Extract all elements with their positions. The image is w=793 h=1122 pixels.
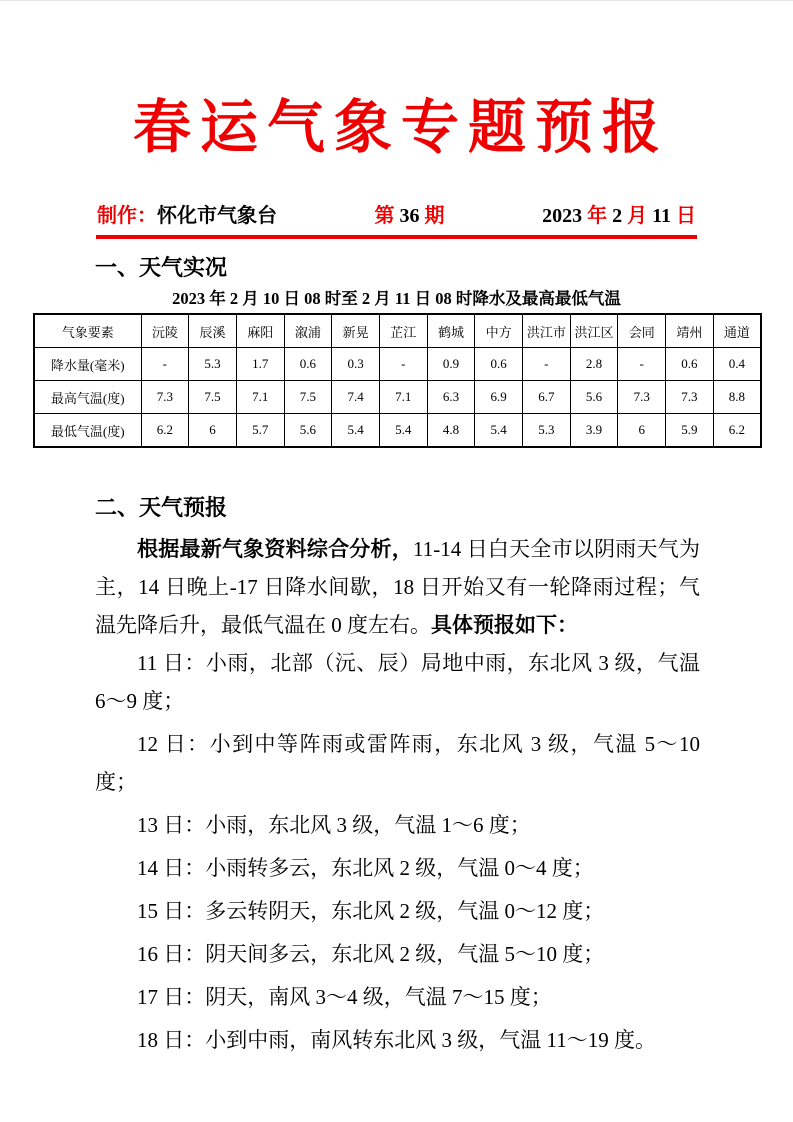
date-month: 2 bbox=[612, 205, 623, 227]
table-cell: 6.9 bbox=[475, 381, 523, 414]
table-cell: 5.3 bbox=[189, 348, 237, 381]
table-header-cell: 辰溪 bbox=[189, 314, 237, 348]
table-cell: 6.7 bbox=[523, 381, 571, 414]
table-header-cell: 芷江 bbox=[379, 314, 427, 348]
section2-heading: 二、天气预报 bbox=[95, 495, 228, 520]
table-header-cell: 溆浦 bbox=[284, 314, 332, 348]
table-header-cell: 沅陵 bbox=[141, 314, 189, 348]
table-cell: 6 bbox=[189, 414, 237, 448]
table-row bbox=[34, 348, 761, 381]
table-cell: - bbox=[618, 348, 666, 381]
forecast-intro bbox=[95, 530, 700, 644]
table-cell: 7.3 bbox=[618, 381, 666, 414]
table-cell: 5.9 bbox=[666, 414, 714, 448]
forecast-item-day13: 13 日：小雨，东北风 3 级，气温 1～6 度； bbox=[137, 813, 531, 837]
table-cell: 7.3 bbox=[666, 381, 714, 414]
table-header-cell: 通道 bbox=[713, 314, 761, 348]
table-header-cell: 靖州 bbox=[666, 314, 714, 348]
section1-heading: 一、天气实况 bbox=[95, 255, 228, 280]
table-cell: 6.2 bbox=[713, 414, 761, 448]
date-year-unit: 年 bbox=[582, 205, 613, 227]
issue-suffix: 期 bbox=[424, 205, 445, 227]
table-cell: 7.4 bbox=[332, 381, 380, 414]
forecast-list bbox=[0, 644, 793, 1064]
table-cell: 1.7 bbox=[236, 348, 284, 381]
producer bbox=[97, 199, 277, 228]
header-divider bbox=[96, 235, 697, 239]
table-header-cell: 会同 bbox=[618, 314, 666, 348]
table-cell: 5.4 bbox=[379, 414, 427, 448]
table-cell: 5.4 bbox=[332, 414, 380, 448]
issue-value: 36 bbox=[394, 205, 425, 227]
table-header-cell: 洪江市 bbox=[523, 314, 571, 348]
table-cell: 7.5 bbox=[284, 381, 332, 414]
table-cell: 5.7 bbox=[236, 414, 284, 448]
date-year: 2023 bbox=[542, 205, 583, 227]
table-cell: 6 bbox=[618, 414, 666, 448]
table-cell: 0.4 bbox=[713, 348, 761, 381]
table-cell: 5.6 bbox=[570, 381, 618, 414]
issue-number bbox=[375, 199, 445, 228]
row-label: 降水量(毫米) bbox=[34, 348, 141, 381]
table-cell: - bbox=[379, 348, 427, 381]
table-cell: 5.3 bbox=[523, 414, 571, 448]
table-cell: 7.1 bbox=[379, 381, 427, 414]
table-row bbox=[34, 381, 761, 414]
producer-value: 怀化市气象台 bbox=[157, 205, 277, 227]
row-label: 最低气温(度) bbox=[34, 414, 141, 448]
table-header-cell: 气象要素 bbox=[34, 314, 141, 348]
table-header-cell: 中方 bbox=[475, 314, 523, 348]
forecast-item-day15: 15 日：多云转阴天，东北风 2 级，气温 0～12 度； bbox=[137, 899, 605, 923]
table-cell: 6.3 bbox=[427, 381, 475, 414]
forecast-item-day12: 12 日：小到中等阵雨或雷阵雨，东北风 3 级，气温 5～10 度； bbox=[95, 732, 700, 794]
forecast-item-day16: 16 日：阴天间多云，东北风 2 级，气温 5～10 度； bbox=[137, 942, 605, 966]
table-cell: 5.6 bbox=[284, 414, 332, 448]
row-label: 最高气温(度) bbox=[34, 381, 141, 414]
table-cell: 7.1 bbox=[236, 381, 284, 414]
producer-label: 制作： bbox=[97, 205, 157, 227]
intro-body: 11-14 日白天全市以阴雨天气为主，14 日晚上-17 日降水间歇，18 日开始又有一轮降雨过程；气温先降后升，最低气温在 0 度左右。 bbox=[95, 537, 700, 637]
table-title: 2023 年 2 月 10 日 08 时至 2 月 11 日 08 时降水及最高最低气温 bbox=[172, 289, 621, 308]
table-row bbox=[34, 414, 761, 448]
table-cell: 5.4 bbox=[475, 414, 523, 448]
date-day-unit: 日 bbox=[671, 205, 696, 227]
table-header-cell: 新晃 bbox=[332, 314, 380, 348]
forecast-item-day18: 18 日：小到中雨，南风转东北风 3 级，气温 11～19 度。 bbox=[137, 1028, 656, 1052]
issue-date bbox=[542, 199, 696, 228]
table-cell: 3.9 bbox=[570, 414, 618, 448]
table-header-cell: 麻阳 bbox=[236, 314, 284, 348]
date-month-unit: 月 bbox=[622, 205, 653, 227]
table-cell: 0.3 bbox=[332, 348, 380, 381]
table-cell: 0.6 bbox=[475, 348, 523, 381]
date-day: 11 bbox=[652, 205, 671, 227]
forecast-item-day17: 17 日：阴天，南风 3～4 级，气温 7～15 度； bbox=[137, 985, 552, 1009]
table-cell: - bbox=[523, 348, 571, 381]
table-cell: 7.3 bbox=[141, 381, 189, 414]
table-cell: 7.5 bbox=[189, 381, 237, 414]
meta-row bbox=[97, 199, 696, 228]
forecast-item-day14: 14 日：小雨转多云，东北风 2 级，气温 0～4 度； bbox=[137, 856, 594, 880]
table-cell: 0.6 bbox=[666, 348, 714, 381]
table-header-row bbox=[34, 314, 761, 348]
table-cell: - bbox=[141, 348, 189, 381]
table-cell: 4.8 bbox=[427, 414, 475, 448]
page-title: 春运气象专题预报 bbox=[132, 95, 669, 160]
table-header-cell: 洪江区 bbox=[570, 314, 618, 348]
table-header-cell: 鹤城 bbox=[427, 314, 475, 348]
table-cell: 8.8 bbox=[713, 381, 761, 414]
forecast-item-day11: 11 日：小雨，北部（沅、辰）局地中雨，东北风 3 级，气温 6～9 度； bbox=[95, 651, 700, 713]
table-cell: 0.9 bbox=[427, 348, 475, 381]
table-cell: 2.8 bbox=[570, 348, 618, 381]
table-cell: 6.2 bbox=[141, 414, 189, 448]
table-cell: 0.6 bbox=[284, 348, 332, 381]
weather-table bbox=[33, 313, 762, 448]
issue-prefix: 第 bbox=[374, 205, 395, 227]
intro-lead-bold: 根据最新气象资料综合分析， bbox=[137, 537, 413, 561]
intro-tail-bold: 具体预报如下： bbox=[431, 613, 578, 637]
